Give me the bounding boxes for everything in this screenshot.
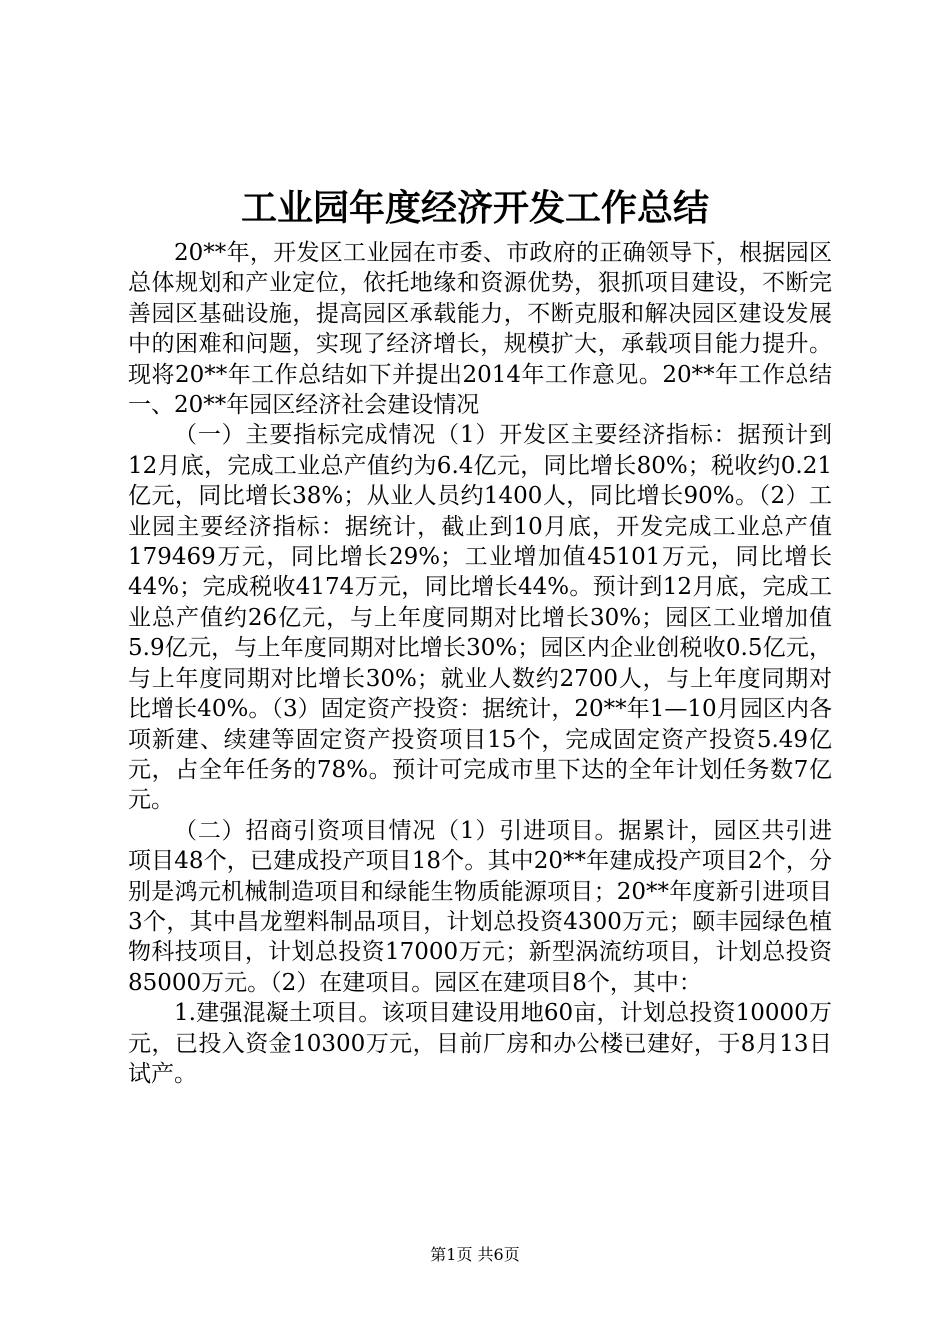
- page-number-footer: 第1页 共6页: [430, 1245, 520, 1264]
- paragraph-intro: 20**年，开发区工业园在市委、市政府的正确领导下，根据园区总体规划和产业定位，依托地缘和资源优势，狠抓项目建设，不断完善园区基础设施，提高园区承载能力，不断克服和解决园区建设发展中的困难和问题，实现了经济增长，规模扩大，承载项目能力提升。现将20**年工作总结如下并提出2014年工作意见。20**年工作总结一、20**年园区经济社会建设情况: [128, 240, 832, 419]
- document-body: [128, 238, 832, 1089]
- paragraph-concrete-project: 1.建强混凝土项目。该项目建设用地60亩，计划总投资10000万元，已投入资金10300万元，目前厂房和办公楼已建好，于8月13日试产。: [128, 1000, 832, 1087]
- document-title: 工业园年度经济开发工作总结: [240, 187, 709, 229]
- paragraph-main-indicators: （一）主要指标完成情况（1）开发区主要经济指标：据预计到12月底，完成工业总产值约为6.4亿元，同比增长80%；税收约0.21亿元，同比增长38%；从业人员约1400人，同比增长90%。（2）工业园主要经济指标：据统计，截止到10月底，开发完成工业总产值179469万元，同比增长29%；工业增加值45101万元，同比增长44%；完成税收4174万元，同比增长44%。预计到12月底，完成工业总产值约26亿元，与上年度同期对比增长30%；园区工业增加值5.9亿元，与上年度同期对比增长30%；园区内企业创税收0.5亿元，与上年度同期对比增长30%；就业人数约2700人，与上年度同期对比增长40%。（3）固定资产投资：据统计，20**年1—10月园区内各项新建、续建等固定资产投资项目15个，完成固定资产投资5.49亿元，占全年任务的78%。预计可完成市里下达的全年计划任务数7亿元。: [128, 422, 832, 814]
- paragraph-investment-projects: （二）招商引资项目情况（1）引进项目。据累计，园区共引进项目48个，已建成投产项目18个。其中20**年建成投产项目2个，分别是鸿元机械制造项目和绿能生物质能源项目；20**年度新引进项目3个，其中昌龙塑料制品项目，计划总投资4300万元；颐丰园绿色植物科技项目，计划总投资17000万元；新型涡流纺项目，计划总投资85000万元。（2）在建项目。园区在建项目8个，其中：: [128, 817, 832, 996]
